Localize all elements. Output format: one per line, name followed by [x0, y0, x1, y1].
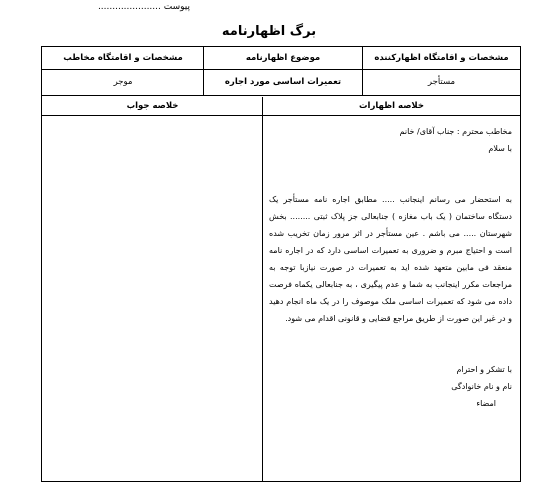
attachment-line: پیوست ......................: [97, 2, 190, 12]
subject-header: موضوع اظهارنامه: [203, 47, 363, 69]
reply-header: خلاصه جواب: [126, 101, 179, 111]
salutation: مخاطب محترم : جناب آقای/ خانم: [399, 127, 512, 136]
statements-header: خلاصه اظهارات: [262, 97, 520, 115]
declarant-header: مشخصات و اقامتگاه اظهارکننده: [374, 53, 509, 63]
reply-body: [42, 115, 261, 481]
declaration-form: [41, 46, 521, 482]
declarant-value: مستأجر: [427, 77, 456, 87]
addressee-header: مشخصات و اقامتگاه مخاطب: [63, 53, 183, 63]
signature-line: امضاء: [476, 399, 496, 408]
values-row: [42, 69, 520, 96]
document-title: برگ اظهارنامه: [221, 24, 317, 39]
section-header-row: [42, 97, 520, 116]
statements-body: [262, 115, 520, 481]
closing: با تشکر و احترام: [456, 365, 512, 374]
subject-value: تعمیرات اساسی مورد اجاره: [203, 69, 363, 95]
greeting: با سلام: [488, 144, 512, 153]
letter-text: [263, 115, 520, 412]
letter-paragraph: به استحضار می رسانم اینجانب ..... مطابق اجاره نامه مستأجر یک دستگاه ساختمان ( یک باب مغازه ) جنابعالی جز پلاک ثبتی ........ بخش شهرستان ..... می باشم . عین مستأجر در اثر مرور زمان تخریب شده است و احتیاج مبرم و ضروری به تعمیرات اساسی دارد که در اجاره نامه منعقد فی مابین متعهد شده اید به تعمیرات در صورت نیازبا توجه به مراجعات مکرر اینجانب به شما و عدم پیگیری ، به جنابعالی یکماه فرصت داده می شود که تعمیرات اساسی ملک موصوف را در یک ماه انجام دهید و در غیر این صورت از طریق مراجع قضایی و قانونی اقدام می شود.: [269, 195, 512, 323]
header-row: [42, 47, 520, 70]
name-line: نام و نام خانوادگی: [451, 382, 512, 391]
addressee-value: موجر: [113, 77, 133, 87]
